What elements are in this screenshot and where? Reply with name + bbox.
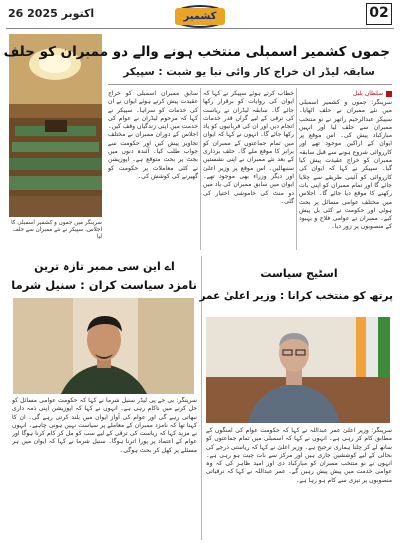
- story2-headline-1: اے این سی ممبر تازہ ترین: [34, 260, 175, 273]
- story1-headline: جموں کشمیر اسمبلی منتخب ہونے والے دو ممبران کو حلف: [3, 44, 390, 60]
- story1-column-middle: خطاب کرتے ہوئے سپیکر نے کہا کہ ایوان کی روایات کو برقرار رکھا جائے گا۔ سابقہ لیڈران نے ریاست کی ترقی کے لیے گراں قدر خدمات انجام دیں اور ان کی قربانیوں کو یاد رکھا جائے گا۔ انہوں نے کہا کہ ایوان میں تمام جماعتوں کے ممبران کو برابر کا موقع ملے گا۔ حلف برداری کے بعد نئے ممبران نے اپنی نشستیں سنبھالیں۔ اس موقع پر وزیر اعلیٰ اور دیگر وزراء بھی موجود تھے۔ ایوان میں سابق ممبران کی یاد میں دو منٹ کی خاموشی اختیار کی گئی۔: [203, 90, 294, 205]
- story3-headline: پرتھ کو منتخب کرانا : وزیر اعلیٰ عمر: [199, 290, 393, 302]
- newspaper-logo: کشمیر: [175, 8, 225, 25]
- omar-abdullah-photo: [206, 317, 390, 423]
- page-number: 02: [366, 3, 392, 25]
- assembly-photo-caption: سرینگر میں جموں و کشمیر اسمبلی کا اجلاس، سپیکر نے نئے ممبران سے حلف لیا: [11, 220, 102, 241]
- assembly-hall-photo: [9, 34, 102, 217]
- story2-headline-2: نامزد سیاست کران : سنیل شرما: [11, 278, 197, 292]
- story1-subheadline: سابقہ لیڈر ان خراج کار وائی نبا یو شبت : سپیکر: [123, 66, 375, 78]
- page-header: [0, 0, 400, 30]
- column-divider: [296, 88, 297, 250]
- byline-text: سلطان بلبل: [352, 90, 383, 97]
- story1-byline: [320, 90, 392, 97]
- byline-marker-icon: [386, 91, 392, 97]
- story1-head-rule: [108, 84, 392, 85]
- issue-date: 26 اکتوبر 2025: [8, 7, 95, 20]
- story1-column-left: سابق ممبران اسمبلی کو خراج عقیدت پیش کرتے ہوئے ایوان نے ان کی خدمات کو سراہا۔ سپیکر نے کہا کہ مرحوم لیڈران نے عوام کی خدمت میں اپنی زندگیاں وقف کیں۔ اجلاس کے دوران ممبران نے مختلف تجاویز پیش کیں اور حکومت سے جواب طلب کیا۔ آئندہ دنوں میں بجٹ پر بحث متوقع ہے۔ اپوزیشن نے کئی معاملات پر حکومت کو گھیرنے کی کوشش کی۔: [108, 90, 198, 180]
- story1-column-right: سرینگر: جموں و کشمیر اسمبلی میں نئے ممبران نے حلف اٹھایا۔ سپیکر عبدالرحیم راتھر نے نو منتخب ممبران سے حلف لیا اور انہیں مبارکباد پیش کی۔ اس موقع پر ایوان کے اراکین موجود تھے اور کارروائی شروع ہونے سے قبل سابقہ ممبران کو خراج عقیدت پیش کیا گیا۔ سپیکر نے کہا کہ ایوان کی کارروائی کو آئینی طریقے سے چلایا جائے گا اور تمام ممبران کو اپنی بات رکھنے کا موقع دیا جائے گا۔ اجلاس میں مختلف عوامی مسائل پر بحث ہوئی اور حکومت نے کئی بل پیش کیے۔ ممبران نے عوامی فلاح و بہبود کے منصوبوں پر زور دیا۔: [299, 99, 392, 231]
- header-rule: [6, 28, 394, 29]
- story3-body: سرینگر: وزیر اعلیٰ عمر عبداللہ نے کہا کہ حکومت عوام کی امنگوں کے مطابق کام کر رہی ہے۔ انہوں نے کہا کہ اسمبلی میں تمام جماعتوں کو ساتھ لے کر چلنا ہماری ترجیح ہے۔ وزیر اعلیٰ نے کہا کہ ریاستی درجے کی بحالی کے لیے کوششیں جاری ہیں اور مرکز سے بات چیت ہو رہی ہے۔ انہوں نے نو منتخب ممبران کو مبارکباد دی اور امید ظاہر کی کہ وہ عوامی خدمت میں پیش پیش رہیں گے۔ عمر عبداللہ نے کہا کہ ترقیاتی منصوبوں پر تیزی سے کام ہو رہا ہے۔: [206, 427, 392, 484]
- sunil-sharma-photo: [13, 298, 194, 394]
- story2-body: سرینگر: بی جے پی لیڈر سنیل شرما نے کہا کہ حکومت عوامی مسائل کو حل کرنے میں ناکام رہی ہے۔ انہوں نے کہا کہ اپوزیشن اپنی ذمہ داری نبھاتی رہے گی اور عوام کی آواز ایوان میں بلند کرتی رہے گی۔ ان کا کہنا تھا کہ نامزد ممبران کے معاملے پر سیاست نہیں ہونی چاہیے۔ انہوں نے مزید کہا کہ ریاست کی ترقی کے لیے سب کو مل کر کام کرنا ہوگا اور عوام کے اعتماد پر پورا اترنا ہوگا۔ سنیل شرما نے کہا کہ ایوان میں ہر مسئلے پر کھل کر بحث ہوگی۔: [12, 397, 197, 454]
- column-divider: [200, 88, 201, 250]
- story3-kicker: اسٹیج سیاست: [260, 267, 338, 280]
